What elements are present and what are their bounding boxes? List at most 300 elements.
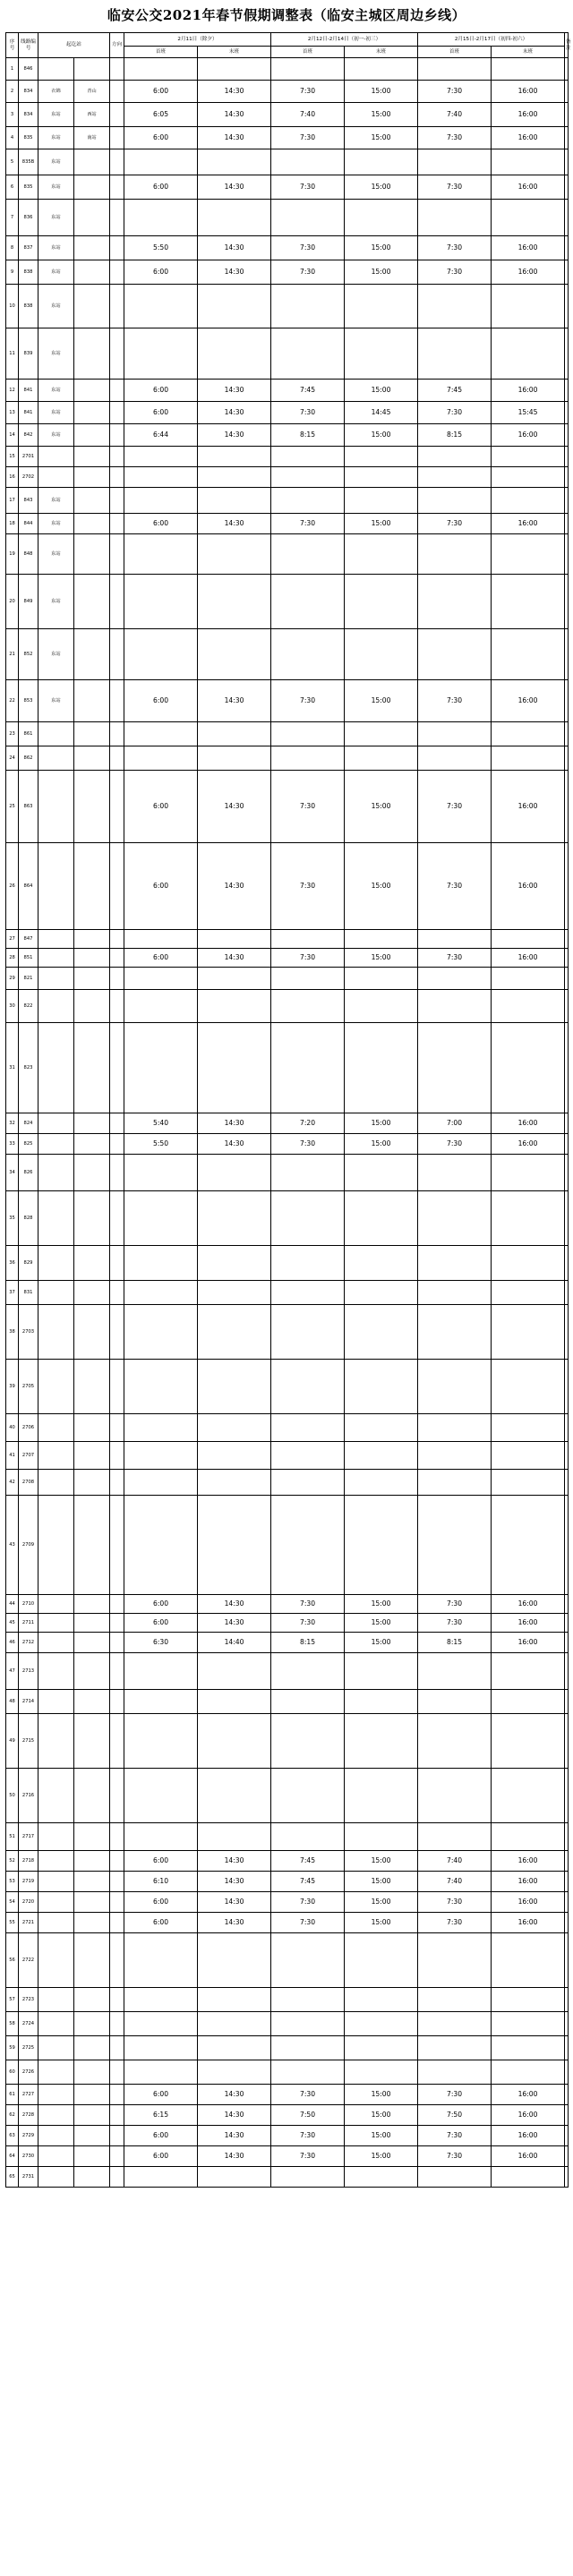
direction-cell: [110, 1913, 124, 1933]
direction-cell: [110, 175, 124, 200]
first-bus-cell: 7:30: [271, 514, 345, 534]
last-bus-cell: [345, 1690, 418, 1714]
remark-cell: [565, 467, 569, 488]
remark-cell: [565, 380, 569, 402]
direction-cell: [110, 467, 124, 488]
first-bus-cell: 6:05: [124, 103, 198, 127]
first-bus-cell: [271, 488, 345, 514]
to-stop-cell: [74, 1595, 110, 1614]
last-bus-cell: [345, 1023, 418, 1113]
first-bus-cell: 8:15: [271, 424, 345, 447]
to-stop-cell: [74, 1714, 110, 1769]
last-bus-cell: 16:00: [492, 514, 565, 534]
first-bus-cell: [124, 285, 198, 328]
to-stop-cell: [74, 1191, 110, 1246]
table-row: [6, 1442, 569, 1470]
from-stop-cell: [38, 746, 74, 771]
route-cell: 2716: [19, 1769, 38, 1823]
table-row: [6, 2146, 569, 2167]
first-bus-cell: [418, 575, 492, 629]
direction-cell: [110, 1714, 124, 1769]
route-cell: 2719: [19, 1872, 38, 1892]
remark-cell: [565, 1155, 569, 1191]
seq-cell: 14: [6, 424, 19, 447]
first-bus-cell: [418, 1988, 492, 2012]
last-bus-cell: [492, 930, 565, 949]
seq-cell: 53: [6, 1872, 19, 1892]
seq-cell: 2: [6, 81, 19, 103]
from-stop-cell: 东站: [38, 127, 74, 149]
to-stop-cell: [74, 990, 110, 1023]
table-row: [6, 2085, 569, 2105]
remark-cell: [565, 629, 569, 680]
from-stop-cell: [38, 1892, 74, 1913]
seq-cell: 64: [6, 2146, 19, 2167]
route-cell: 842: [19, 424, 38, 447]
seq-cell: 48: [6, 1690, 19, 1714]
first-bus-cell: 6:00: [124, 2085, 198, 2105]
table-row: [6, 680, 569, 722]
to-stop-cell: [74, 175, 110, 200]
route-cell: 2712: [19, 1633, 38, 1653]
to-stop-cell: [74, 2036, 110, 2060]
remark-cell: [565, 2036, 569, 2060]
from-stop-cell: [38, 1851, 74, 1872]
header-first-2: 首班: [271, 47, 345, 58]
route-cell: 849: [19, 575, 38, 629]
remark-cell: [565, 1714, 569, 1769]
last-bus-cell: 14:30: [198, 1113, 271, 1134]
last-bus-cell: [492, 328, 565, 380]
seq-cell: 12: [6, 380, 19, 402]
to-stop-cell: [74, 930, 110, 949]
remark-cell: [565, 990, 569, 1023]
page-title: 临安公交2021年春节假期调整表（临安主城区周边乡线）: [107, 7, 466, 23]
table-row: [6, 328, 569, 380]
first-bus-cell: [124, 575, 198, 629]
seq-cell: 60: [6, 2060, 19, 2085]
last-bus-cell: [345, 1988, 418, 2012]
first-bus-cell: 6:00: [124, 2126, 198, 2146]
table-row: [6, 1892, 569, 1913]
last-bus-cell: [198, 1653, 271, 1690]
last-bus-cell: [345, 575, 418, 629]
seq-cell: 17: [6, 488, 19, 514]
first-bus-cell: [124, 2012, 198, 2036]
last-bus-cell: 14:30: [198, 843, 271, 930]
from-stop-cell: [38, 990, 74, 1023]
table-row: [6, 949, 569, 968]
to-stop-cell: [74, 1414, 110, 1442]
first-bus-cell: 6:00: [124, 260, 198, 285]
route-cell: 2725: [19, 2036, 38, 2060]
seq-cell: 45: [6, 1614, 19, 1633]
last-bus-cell: [492, 1988, 565, 2012]
last-bus-cell: [345, 930, 418, 949]
direction-cell: [110, 1360, 124, 1414]
last-bus-cell: 14:30: [198, 81, 271, 103]
last-bus-cell: [198, 1281, 271, 1305]
route-cell: 838: [19, 285, 38, 328]
direction-cell: [110, 1988, 124, 2012]
first-bus-cell: 7:40: [418, 1872, 492, 1892]
first-bus-cell: 6:00: [124, 771, 198, 843]
last-bus-cell: 16:00: [492, 424, 565, 447]
first-bus-cell: 7:40: [271, 103, 345, 127]
from-stop-cell: [38, 2126, 74, 2146]
last-bus-cell: 14:30: [198, 260, 271, 285]
last-bus-cell: [492, 1281, 565, 1305]
from-stop-cell: 东站: [38, 380, 74, 402]
to-stop-cell: [74, 236, 110, 260]
to-stop-cell: [74, 2167, 110, 2188]
first-bus-cell: [271, 2036, 345, 2060]
last-bus-cell: [345, 746, 418, 771]
last-bus-cell: 15:00: [345, 680, 418, 722]
last-bus-cell: [345, 968, 418, 990]
from-stop-cell: 东站: [38, 629, 74, 680]
route-cell: 853: [19, 680, 38, 722]
seq-cell: 32: [6, 1113, 19, 1134]
first-bus-cell: [418, 1191, 492, 1246]
table-row: [6, 1113, 569, 1134]
last-bus-cell: [345, 1305, 418, 1360]
first-bus-cell: 7:30: [271, 402, 345, 424]
table-row: [6, 1023, 569, 1113]
route-cell: 2710: [19, 1595, 38, 1614]
from-stop-cell: [38, 2036, 74, 2060]
first-bus-cell: [418, 1470, 492, 1496]
first-bus-cell: [124, 2167, 198, 2188]
first-bus-cell: [418, 2167, 492, 2188]
seq-cell: 27: [6, 930, 19, 949]
first-bus-cell: [124, 328, 198, 380]
seq-cell: 24: [6, 746, 19, 771]
first-bus-cell: 7:30: [418, 1913, 492, 1933]
route-cell: 862: [19, 746, 38, 771]
first-bus-cell: [271, 968, 345, 990]
first-bus-cell: [271, 285, 345, 328]
last-bus-cell: [492, 1496, 565, 1595]
from-stop-cell: [38, 1595, 74, 1614]
last-bus-cell: 16:00: [492, 1913, 565, 1933]
seq-cell: 13: [6, 402, 19, 424]
first-bus-cell: 7:30: [271, 1913, 345, 1933]
last-bus-cell: 16:00: [492, 1113, 565, 1134]
last-bus-cell: 14:30: [198, 1851, 271, 1872]
first-bus-cell: [124, 467, 198, 488]
last-bus-cell: 15:00: [345, 1913, 418, 1933]
to-stop-cell: [74, 1246, 110, 1281]
from-stop-cell: [38, 2085, 74, 2105]
direction-cell: [110, 1892, 124, 1913]
to-stop-cell: 西站: [74, 103, 110, 127]
last-bus-cell: [492, 2060, 565, 2085]
route-cell: 834: [19, 81, 38, 103]
remark-cell: [565, 1823, 569, 1851]
from-stop-cell: [38, 2060, 74, 2085]
direction-cell: [110, 402, 124, 424]
first-bus-cell: [124, 1933, 198, 1988]
to-stop-cell: [74, 1023, 110, 1113]
seq-cell: 63: [6, 2126, 19, 2146]
first-bus-cell: [418, 1305, 492, 1360]
remark-cell: [565, 1933, 569, 1988]
direction-cell: [110, 843, 124, 930]
direction-cell: [110, 1191, 124, 1246]
last-bus-cell: 15:00: [345, 843, 418, 930]
remark-cell: [565, 680, 569, 722]
direction-cell: [110, 1653, 124, 1690]
direction-cell: [110, 949, 124, 968]
seq-cell: 23: [6, 722, 19, 746]
seq-cell: 43: [6, 1496, 19, 1595]
direction-cell: [110, 2126, 124, 2146]
header-first-1: 首班: [124, 47, 198, 58]
table-row: [6, 1595, 569, 1614]
from-stop-cell: 东站: [38, 200, 74, 236]
last-bus-cell: [198, 2036, 271, 2060]
last-bus-cell: 14:30: [198, 1913, 271, 1933]
first-bus-cell: [271, 1191, 345, 1246]
table-row: [6, 1155, 569, 1191]
first-bus-cell: 7:30: [271, 1134, 345, 1155]
from-stop-cell: [38, 2105, 74, 2126]
direction-cell: [110, 58, 124, 81]
direction-cell: [110, 1614, 124, 1633]
last-bus-cell: 16:00: [492, 1595, 565, 1614]
to-stop-cell: [74, 1134, 110, 1155]
last-bus-cell: [198, 990, 271, 1023]
last-bus-cell: [345, 2012, 418, 2036]
first-bus-cell: [418, 1360, 492, 1414]
route-cell: 831: [19, 1281, 38, 1305]
last-bus-cell: 14:30: [198, 2105, 271, 2126]
remark-cell: [565, 1246, 569, 1281]
direction-cell: [110, 1823, 124, 1851]
seq-cell: 46: [6, 1633, 19, 1653]
first-bus-cell: [124, 990, 198, 1023]
from-stop-cell: 东站: [38, 260, 74, 285]
first-bus-cell: [124, 930, 198, 949]
from-stop-cell: [38, 722, 74, 746]
first-bus-cell: [124, 488, 198, 514]
last-bus-cell: [198, 1470, 271, 1496]
last-bus-cell: 14:40: [198, 1633, 271, 1653]
first-bus-cell: 6:00: [124, 680, 198, 722]
route-cell: 837: [19, 236, 38, 260]
from-stop-cell: [38, 1823, 74, 1851]
first-bus-cell: [271, 1988, 345, 2012]
last-bus-cell: 16:00: [492, 380, 565, 402]
last-bus-cell: [345, 1281, 418, 1305]
last-bus-cell: [492, 447, 565, 467]
to-stop-cell: [74, 467, 110, 488]
first-bus-cell: [271, 1155, 345, 1191]
route-cell: 2705: [19, 1360, 38, 1414]
first-bus-cell: [271, 1360, 345, 1414]
route-cell: 2722: [19, 1933, 38, 1988]
route-cell: 825: [19, 1134, 38, 1155]
table-row: [6, 1134, 569, 1155]
last-bus-cell: [492, 575, 565, 629]
last-bus-cell: [345, 2167, 418, 2188]
first-bus-cell: [271, 1496, 345, 1595]
first-bus-cell: [271, 1246, 345, 1281]
last-bus-cell: 14:30: [198, 1134, 271, 1155]
header-remark: 备注: [565, 33, 569, 58]
last-bus-cell: [345, 1414, 418, 1442]
table-row: [6, 1305, 569, 1360]
header-date2: 2月12日-2月14日（初一-初三）: [271, 33, 418, 47]
route-cell: 2730: [19, 2146, 38, 2167]
last-bus-cell: [198, 2012, 271, 2036]
last-bus-cell: [492, 1191, 565, 1246]
last-bus-cell: 15:00: [345, 424, 418, 447]
last-bus-cell: [492, 285, 565, 328]
direction-cell: [110, 127, 124, 149]
last-bus-cell: [345, 629, 418, 680]
to-stop-cell: [74, 1823, 110, 1851]
remark-cell: [565, 328, 569, 380]
last-bus-cell: [345, 447, 418, 467]
last-bus-cell: 16:00: [492, 103, 565, 127]
from-stop-cell: 东站: [38, 534, 74, 575]
table-row: [6, 534, 569, 575]
to-stop-cell: [74, 2126, 110, 2146]
last-bus-cell: 14:30: [198, 949, 271, 968]
remark-cell: [565, 1360, 569, 1414]
from-stop-cell: [38, 1470, 74, 1496]
last-bus-cell: 15:00: [345, 1851, 418, 1872]
from-stop-cell: [38, 1933, 74, 1988]
first-bus-cell: 7:30: [418, 843, 492, 930]
from-stop-cell: [38, 1246, 74, 1281]
seq-cell: 36: [6, 1246, 19, 1281]
remark-cell: [565, 575, 569, 629]
last-bus-cell: 14:30: [198, 236, 271, 260]
direction-cell: [110, 2012, 124, 2036]
first-bus-cell: [418, 447, 492, 467]
last-bus-cell: [345, 722, 418, 746]
last-bus-cell: 16:00: [492, 1633, 565, 1653]
route-cell: 2718: [19, 1851, 38, 1872]
seq-cell: 19: [6, 534, 19, 575]
first-bus-cell: [124, 1191, 198, 1246]
remark-cell: [565, 1305, 569, 1360]
last-bus-cell: 14:30: [198, 380, 271, 402]
route-cell: 2720: [19, 1892, 38, 1913]
last-bus-cell: [345, 1653, 418, 1690]
remark-cell: [565, 1595, 569, 1614]
remark-cell: [565, 843, 569, 930]
last-bus-cell: [492, 1690, 565, 1714]
seq-cell: 6: [6, 175, 19, 200]
remark-cell: [565, 1653, 569, 1690]
last-bus-cell: 15:00: [345, 2085, 418, 2105]
last-bus-cell: [492, 968, 565, 990]
table-row: [6, 81, 569, 103]
to-stop-cell: [74, 1913, 110, 1933]
remark-cell: [565, 1281, 569, 1305]
last-bus-cell: 15:00: [345, 127, 418, 149]
first-bus-cell: [271, 1023, 345, 1113]
first-bus-cell: [418, 629, 492, 680]
first-bus-cell: 6:00: [124, 2146, 198, 2167]
from-stop-cell: [38, 1113, 74, 1134]
first-bus-cell: [124, 968, 198, 990]
remark-cell: [565, 746, 569, 771]
first-bus-cell: [271, 1769, 345, 1823]
direction-cell: [110, 1023, 124, 1113]
first-bus-cell: [271, 1653, 345, 1690]
to-stop-cell: [74, 534, 110, 575]
first-bus-cell: [124, 534, 198, 575]
to-stop-cell: [74, 447, 110, 467]
seq-cell: 62: [6, 2105, 19, 2126]
from-stop-cell: [38, 447, 74, 467]
first-bus-cell: [418, 1023, 492, 1113]
remark-cell: [565, 285, 569, 328]
last-bus-cell: 16:00: [492, 236, 565, 260]
first-bus-cell: 7:30: [418, 949, 492, 968]
last-bus-cell: 16:00: [492, 1851, 565, 1872]
last-bus-cell: [492, 58, 565, 81]
first-bus-cell: 7:30: [418, 175, 492, 200]
from-stop-cell: [38, 1191, 74, 1246]
remark-cell: [565, 447, 569, 467]
last-bus-cell: 15:00: [345, 1134, 418, 1155]
first-bus-cell: 7:30: [418, 514, 492, 534]
last-bus-cell: 15:00: [345, 175, 418, 200]
to-stop-cell: [74, 1892, 110, 1913]
from-stop-cell: 东站: [38, 680, 74, 722]
last-bus-cell: [198, 1414, 271, 1442]
first-bus-cell: [124, 1442, 198, 1470]
table-row: [6, 1191, 569, 1246]
last-bus-cell: 16:00: [492, 2105, 565, 2126]
first-bus-cell: [271, 1281, 345, 1305]
from-stop-cell: 东站: [38, 285, 74, 328]
remark-cell: [565, 1872, 569, 1892]
table-row: [6, 771, 569, 843]
first-bus-cell: 7:30: [418, 236, 492, 260]
table-row: [6, 260, 569, 285]
remark-cell: [565, 81, 569, 103]
direction-cell: [110, 1633, 124, 1653]
route-cell: 828: [19, 1191, 38, 1246]
seq-cell: 4: [6, 127, 19, 149]
first-bus-cell: 6:00: [124, 1851, 198, 1872]
direction-cell: [110, 2085, 124, 2105]
direction-cell: [110, 680, 124, 722]
seq-cell: 57: [6, 1988, 19, 2012]
last-bus-cell: [198, 1305, 271, 1360]
table-row: [6, 575, 569, 629]
to-stop-cell: [74, 629, 110, 680]
direction-cell: [110, 2146, 124, 2167]
last-bus-cell: 15:00: [345, 1614, 418, 1633]
seq-cell: 8: [6, 236, 19, 260]
remark-cell: [565, 149, 569, 175]
remark-cell: [565, 2167, 569, 2188]
first-bus-cell: 7:30: [418, 81, 492, 103]
first-bus-cell: [418, 968, 492, 990]
table-row: [6, 1614, 569, 1633]
from-stop-cell: 东站: [38, 103, 74, 127]
seq-cell: 49: [6, 1714, 19, 1769]
first-bus-cell: 6:15: [124, 2105, 198, 2126]
